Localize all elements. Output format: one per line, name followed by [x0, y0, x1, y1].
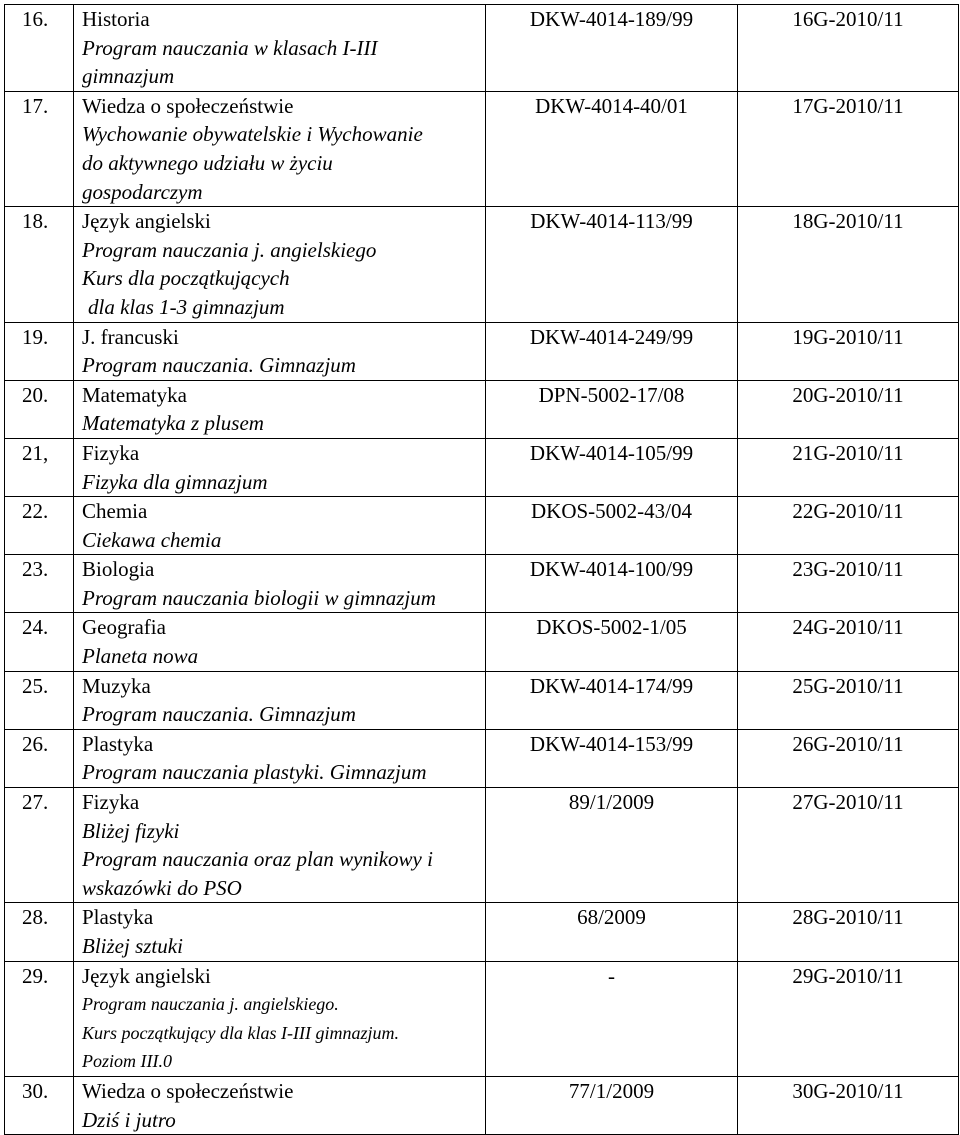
table-row: [5, 671, 959, 729]
table-row: [5, 380, 959, 438]
table-row: [5, 788, 959, 903]
program-line: dla klas 1-3 gimnazjum: [88, 294, 285, 319]
program-line: Program nauczania j. angielskiego: [82, 237, 377, 262]
subject-cell: [74, 1076, 486, 1134]
program-line: Kurs początkujący dla klas I-III gimnazjum.: [82, 1022, 399, 1043]
table-row: [5, 322, 959, 380]
registry-number: 22G-2010/11: [738, 497, 959, 555]
row-number: 29.: [5, 961, 74, 1076]
subject-cell: [74, 729, 486, 787]
subject-name: Chemia: [82, 499, 148, 524]
subject-name: Fizyka: [82, 440, 140, 465]
row-number: 24.: [5, 613, 74, 671]
program-line: gospodarczym: [82, 179, 203, 204]
row-number: 22.: [5, 497, 74, 555]
approval-code: DKW-4014-189/99: [486, 5, 738, 92]
subject-name: J. francuski: [82, 324, 179, 349]
row-number: 23.: [5, 555, 74, 613]
subject-cell: [74, 380, 486, 438]
row-number: 28.: [5, 903, 74, 961]
program-line: Kurs dla początkujących: [82, 266, 290, 291]
registry-number: 18G-2010/11: [738, 207, 959, 322]
row-number: 27.: [5, 788, 74, 903]
approval-code: DKW-4014-249/99: [486, 322, 738, 380]
table-row: [5, 5, 959, 92]
approval-code: 68/2009: [486, 903, 738, 961]
row-number: 26.: [5, 729, 74, 787]
subject-cell: [74, 613, 486, 671]
table-row: [5, 497, 959, 555]
subject-name: Fizyka: [82, 790, 140, 815]
row-number: 21,: [5, 438, 74, 496]
approval-code: DKW-4014-113/99: [486, 207, 738, 322]
registry-number: 17G-2010/11: [738, 91, 959, 206]
registry-number: 16G-2010/11: [738, 5, 959, 92]
program-line: gimnazjum: [82, 64, 175, 89]
subject-cell: [74, 207, 486, 322]
subject-cell: [74, 903, 486, 961]
subject-cell: [74, 91, 486, 206]
row-number: 16.: [5, 5, 74, 92]
subject-cell: [74, 497, 486, 555]
program-line: wskazówki do PSO: [82, 875, 242, 900]
row-number: 17.: [5, 91, 74, 206]
subject-cell: [74, 322, 486, 380]
subject-name: Język angielski: [82, 209, 211, 234]
curriculum-table: [4, 4, 959, 1135]
registry-number: 21G-2010/11: [738, 438, 959, 496]
approval-code: -: [486, 961, 738, 1076]
registry-number: 24G-2010/11: [738, 613, 959, 671]
subject-name: Matematyka: [82, 382, 187, 407]
table-row: [5, 207, 959, 322]
program-line: Wychowanie obywatelskie i Wychowanie: [82, 122, 423, 147]
subject-cell: [74, 555, 486, 613]
program-line: Matematyka z plusem: [82, 411, 264, 436]
table-row: [5, 961, 959, 1076]
approval-code: DPN-5002-17/08: [486, 380, 738, 438]
table-row: [5, 91, 959, 206]
subject-name: Historia: [82, 7, 150, 31]
subject-cell: [74, 788, 486, 903]
subject-name: Geografia: [82, 615, 166, 640]
registry-number: 28G-2010/11: [738, 903, 959, 961]
approval-code: DKOS-5002-43/04: [486, 497, 738, 555]
subject-name: Plastyka: [82, 905, 154, 930]
registry-number: 29G-2010/11: [738, 961, 959, 1076]
approval-code: DKW-4014-40/01: [486, 91, 738, 206]
program-line: Bliżej sztuki: [82, 934, 183, 958]
program-line: Program nauczania j. angielskiego.: [82, 994, 339, 1015]
subject-name: Wiedza o społeczeństwie: [82, 1078, 294, 1103]
table-row: [5, 729, 959, 787]
program-line: Program nauczania biologii w gimnazjum: [82, 585, 436, 610]
registry-number: 26G-2010/11: [738, 729, 959, 787]
approval-code: DKW-4014-100/99: [486, 555, 738, 613]
row-number: 25.: [5, 671, 74, 729]
approval-code: 77/1/2009: [486, 1076, 738, 1134]
program-line: Planeta nowa: [82, 644, 199, 669]
subject-cell: [74, 671, 486, 729]
subject-name: Język angielski: [82, 963, 211, 988]
table-row: [5, 613, 959, 671]
approval-code: DKW-4014-174/99: [486, 671, 738, 729]
registry-number: 27G-2010/11: [738, 788, 959, 903]
subject-name: Muzyka: [82, 673, 151, 698]
registry-number: 30G-2010/11: [738, 1076, 959, 1134]
registry-number: 25G-2010/11: [738, 671, 959, 729]
program-line: Bliżej fizyki: [82, 818, 180, 843]
subject-cell: [74, 961, 486, 1076]
program-line: Program nauczania plastyki. Gimnazjum: [82, 760, 427, 785]
subject-cell: [74, 438, 486, 496]
program-line: Ciekawa chemia: [82, 527, 222, 552]
table-row: [5, 438, 959, 496]
program-line: Program nauczania oraz plan wynikowy i: [82, 847, 433, 872]
approval-code: DKOS-5002-1/05: [486, 613, 738, 671]
program-line: do aktywnego udziału w życiu: [82, 150, 333, 175]
approval-code: DKW-4014-153/99: [486, 729, 738, 787]
table-row: [5, 1076, 959, 1134]
row-number: 19.: [5, 322, 74, 380]
program-line: Program nauczania w klasach I-III: [82, 35, 378, 60]
table-row: [5, 555, 959, 613]
registry-number: 23G-2010/11: [738, 555, 959, 613]
subject-name: Plastyka: [82, 731, 154, 756]
registry-number: 20G-2010/11: [738, 380, 959, 438]
subject-name: Wiedza o społeczeństwie: [82, 93, 294, 118]
program-line: Program nauczania. Gimnazjum: [82, 353, 356, 378]
subject-name: Biologia: [82, 557, 155, 582]
approval-code: 89/1/2009: [486, 788, 738, 903]
registry-number: 19G-2010/11: [738, 322, 959, 380]
program-line: Fizyka dla gimnazjum: [82, 469, 268, 494]
approval-code: DKW-4014-105/99: [486, 438, 738, 496]
row-number: 30.: [5, 1076, 74, 1134]
subject-cell: [74, 5, 486, 92]
row-number: 20.: [5, 380, 74, 438]
row-number: 18.: [5, 207, 74, 322]
program-line: Poziom III.0: [82, 1051, 172, 1072]
program-line: Program nauczania. Gimnazjum: [82, 702, 356, 727]
program-line: Dziś i jutro: [82, 1107, 176, 1132]
table-row: [5, 903, 959, 961]
